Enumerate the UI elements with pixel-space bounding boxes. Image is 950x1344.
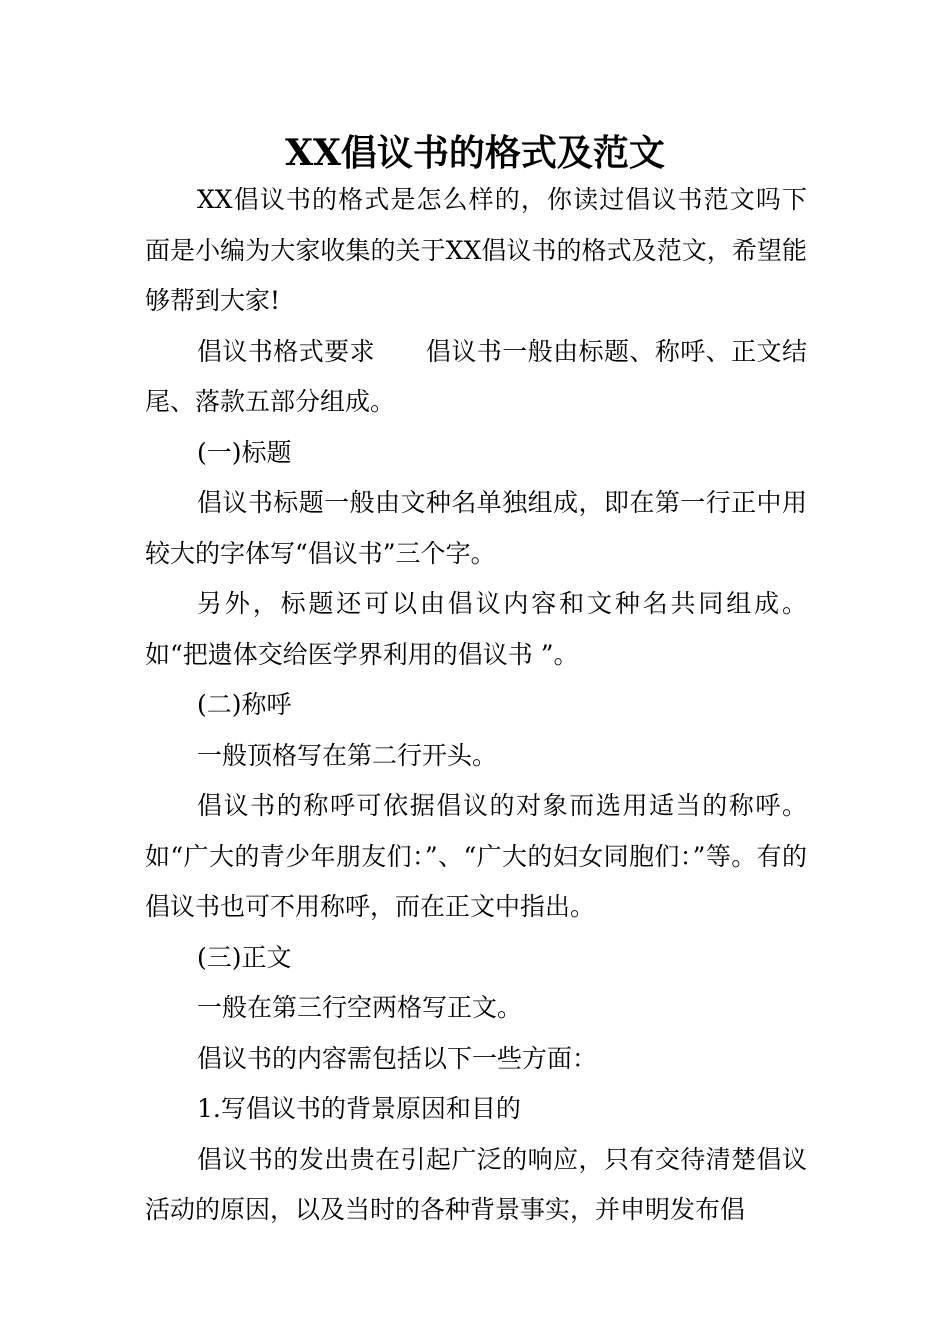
document-title: XX倡议书的格式及范文 [285, 132, 665, 174]
section-heading: (三)正文 [197, 942, 292, 972]
paragraph: 一般在第三行空两格写正文。 [197, 993, 523, 1022]
paragraph: 倡议书格式要求 倡议书一般由标题、称呼、正文结尾、落款五部分组成。 [145, 336, 807, 416]
paragraph: 倡议书的发出贵在引起广泛的响应，只有交待清楚倡议活动的原因，以及当时的各种背景事实，并申明发布倡 [145, 1144, 807, 1224]
paragraph: 一般顶格写在第二行开头。 [197, 740, 498, 770]
paragraph: 另外，标题还可以由倡议内容和文种名共同组成。如“把遗体交给医学界利用的倡议书 ”。 [145, 589, 807, 669]
section-heading: (二)称呼 [197, 690, 292, 719]
paragraph: XX倡议书的格式是怎么样的，你读过倡议书范文吗下面是小编为大家收集的关于XX倡议书的格式及范文，希望能够帮到大家! [145, 185, 807, 315]
paragraph: 倡议书的内容需包括以下一些方面： [197, 1043, 598, 1073]
paragraph: 倡议书的称呼可依据倡议的对象而选用适当的称呼。如“广大的青少年朋友们：”、“广大的妇女同胞们：”等。有的倡议书也可不用称呼，而在正文中指出。 [145, 791, 807, 921]
document-body [145, 175, 807, 1236]
section-heading: (一)标题 [197, 437, 292, 467]
paragraph: 倡议书标题一般由文种名单独组成，即在第一行正中用较大的字体写“倡议书”三个字。 [145, 488, 807, 568]
list-heading: 1.写倡议书的背景原因和目的 [197, 1094, 521, 1123]
